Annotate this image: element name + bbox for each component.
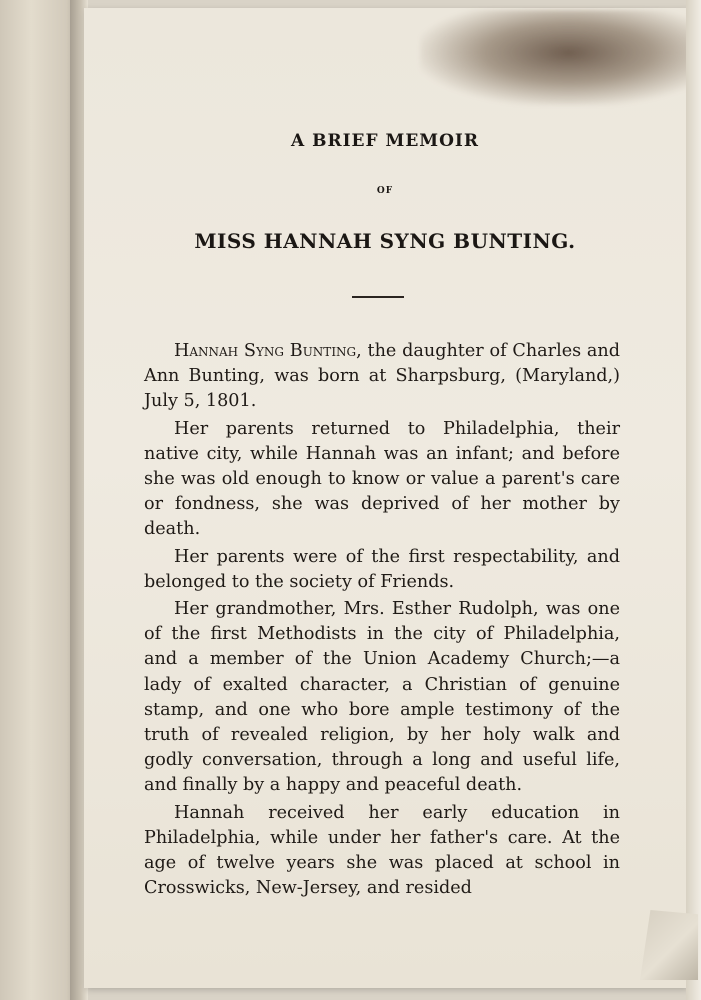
paragraph-lead-name: Hannah Syng Bunting <box>174 341 357 361</box>
heading-connector: OF <box>376 186 394 196</box>
paragraph-birth <box>144 339 620 415</box>
memoir-body <box>144 339 620 901</box>
memoir-subject-name: MISS HANNAH SYNG BUNTING. <box>194 229 576 253</box>
paragraph-parents: Her parents returned to Philadelphia, their native city, while Hannah was an infant; and before she was old enough to know or value a parent's care or fondness, she was deprived of her mother by death. <box>144 418 620 540</box>
paragraph-education: Hannah received her early education in Philadelphia, while under her father's care. At the age of twelve years she was placed at school in Crosswicks, New-Jersey, and resided <box>144 802 620 899</box>
paragraph-grandmother: Her grandmother, Mrs. Esther Rudolph, was one of the first Methodists in the city of Philadelphia, and a member of the Union Academy Church;—a lady of exalted character, a Christian of genuine stamp, and one who bore ample testimony of the truth of revealed religion, by her holy walk and godly conversation, through a long and useful life, and finally by a happy and peaceful death. <box>144 599 620 796</box>
paragraph-text: , the daughter of Charles and Ann Bunting, was born at Sharpsburg, (Maryland,) July 5, 1801. <box>144 341 621 412</box>
section-rule <box>352 296 404 298</box>
paragraph-friends: Her parents were of the first respectability, and belonged to the society of Friends. <box>144 546 620 592</box>
facing-page-edge <box>0 0 78 1000</box>
memoir-heading: A BRIEF MEMOIR <box>291 131 479 151</box>
page-stain <box>420 10 690 105</box>
page-right-edge <box>686 0 701 1000</box>
